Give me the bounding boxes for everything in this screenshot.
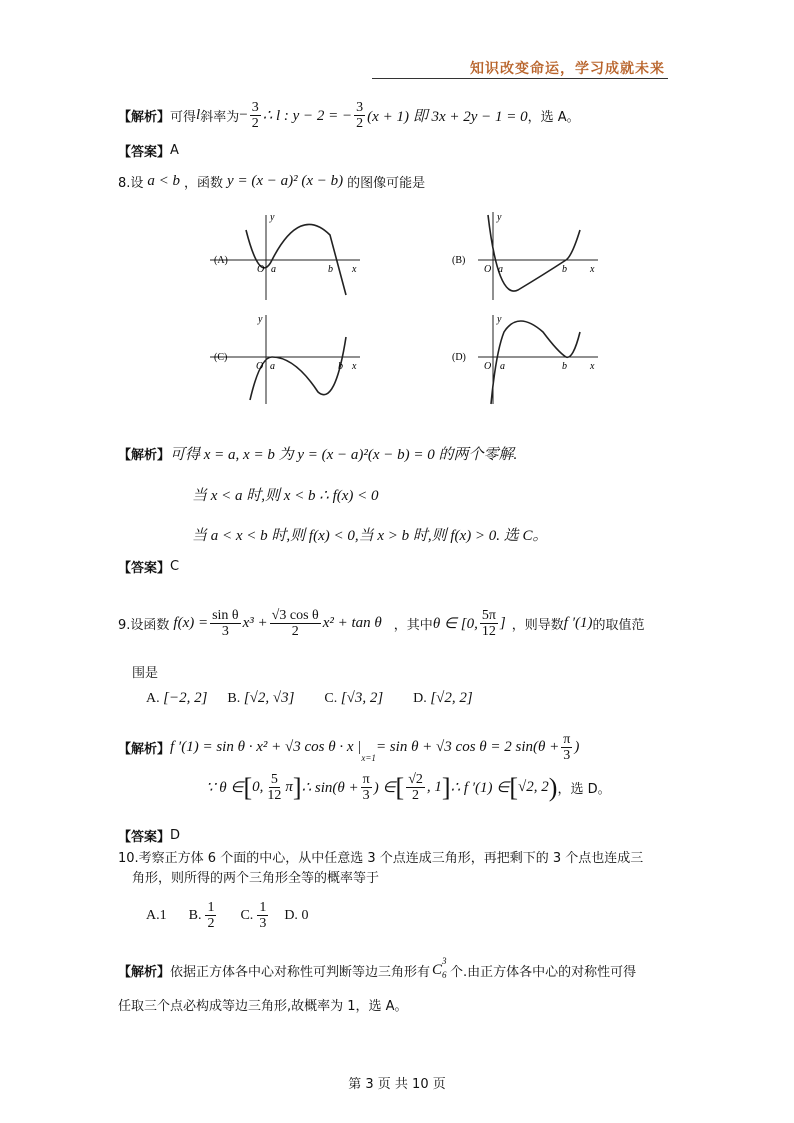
graph-b-x-label: x (590, 264, 595, 275)
page-footer: 第 3 页 共 10 页 (348, 1077, 446, 1092)
q9-analysis-line1: 【解析】 f ′(1) = sin θ · x² + √3 cos θ · x | x=1 = sin θ + √3 cos θ = 2 sin(θ + $\frac{\pi}{3}$ ) (118, 732, 580, 763)
q8-analysis-line3: 当 a < x < b 时,则 f(x) < 0,当 x > b 时,则 f(x) > 0. 选 C。 (192, 528, 548, 544)
graph-c-tick-b: b (338, 361, 343, 372)
q9-options (146, 690, 473, 707)
graph-a-origin: O (257, 264, 265, 275)
graph-b-label: (B) (452, 255, 466, 266)
graph-c (210, 312, 370, 407)
graph-c-x-label: x (352, 361, 357, 372)
q8-analysis: 【解析】 可得 x = a, x = b 为 y = (x − a)²(x − b) = 0 的两个零解. (118, 447, 518, 463)
graph-c-origin: O (256, 361, 264, 372)
q9-answer: 【答案】 D (118, 828, 181, 845)
q9-option-d: D. [√2, 2] (413, 690, 473, 706)
graph-a-x-label: x (352, 264, 357, 275)
graph-a-label: (A) (214, 255, 228, 266)
q7-slope-fraction: $\frac{3}{2}$ (251, 100, 259, 131)
q10-options (146, 900, 308, 931)
q7-analysis: 【解析】 可得 l 斜率为 − $\frac{3}{2}$ ∴ l : y − 2 = − $\frac{3}{2}$ (x + 1) 即 3x + 2y − 1 = 0 ，选 A。 (118, 100, 580, 131)
q9-question: 9.设函数 f(x) = $\frac{\text{sin θ}}{3}$ x³ + $\frac{\text{√3 cos θ}}{2}$ x² + tan θ ，其中 θ ∈ [0, $\frac{5\pi}{12}$ ] ，则导数 f ′(1) 的取值范 (118, 608, 645, 639)
q10-line2: 角形，则所得的两个三角形全等的概率等于 (132, 871, 380, 886)
q9-option-c: C. [√3, 2] (324, 690, 384, 706)
q7-analysis-label: 【解析】 (118, 110, 171, 125)
graph-d-tick-b: b (562, 361, 567, 372)
graph-b (448, 210, 608, 305)
graph-d-y-label: y (497, 314, 502, 325)
graph-b-tick-b: b (562, 264, 567, 275)
q9-analysis-line2: ∵ θ ∈ [ 0, $\frac{5}{12}$ π ] ∴ sin(θ + $\frac{\pi}{3}$ ) ∈ [ $\frac{√2}{2}$ , 1 ] ∴ f ′(1) ∈ [ √2, 2 ) ，选 D。 (206, 772, 611, 803)
graph-c-label: (C) (214, 352, 228, 363)
q10-option-c: C. $\frac{1}{3}$ (240, 900, 267, 931)
header-slogan: 知识改变命运，学习成就未来 (470, 61, 665, 77)
graph-d (448, 312, 608, 407)
q10-analysis-line2: 任取三个点必构成等边三角形,故概率为 1，选 A。 (118, 999, 408, 1014)
graph-d-x-label: x (590, 361, 595, 372)
graph-a-y-label: y (270, 212, 275, 223)
graph-d-origin: O (484, 361, 492, 372)
q10-combination: C 3 6 (432, 956, 447, 980)
graph-a (210, 210, 370, 305)
q10-option-d: D. 0 (284, 907, 309, 923)
graph-c-y-label: y (258, 314, 263, 325)
graph-b-y-label: y (497, 212, 502, 223)
graph-d-label: (D) (452, 352, 466, 363)
graph-a-tick-b: b (328, 264, 333, 275)
q9-option-a: A. [−2, 2] (146, 690, 208, 706)
q8-question: 8.设 a < b ，函数 y = (x − a)² (x − b) 的图像可能是 (118, 173, 426, 191)
graph-b-origin: O (484, 264, 492, 275)
header-rule (372, 78, 668, 79)
graph-a-tick-a: a (271, 264, 276, 275)
q10-option-a: A.1 (146, 907, 167, 923)
q10-option-b: B. $\frac{1}{2}$ (188, 900, 215, 931)
q10-line1: 10.考察正方体 6 个面的中心，从中任意选 3 个点连成三角形，再把剩下的 3 个点也连成三 (118, 851, 644, 866)
graph-d-tick-a: a (500, 361, 505, 372)
graph-c-tick-a: a (270, 361, 275, 372)
q10-analysis-line1: 【解析】 依据正方体各中心对称性可判断等边三角形有 C 3 6 个.由正方体各中心的对称性可得 (118, 956, 637, 980)
q9-option-b: B. [√2, √3] (227, 690, 295, 706)
q9-question-line2: 围是 (132, 666, 159, 681)
q7-answer: 【答案】 A (118, 143, 179, 160)
q7-line-fraction: $\frac{3}{2}$ (356, 100, 364, 131)
q8-analysis-line2: 当 x < a 时,则 x < b ∴ f(x) < 0 (192, 488, 379, 504)
graph-b-tick-a: a (498, 264, 503, 275)
q8-answer: 【答案】 C (118, 559, 180, 576)
